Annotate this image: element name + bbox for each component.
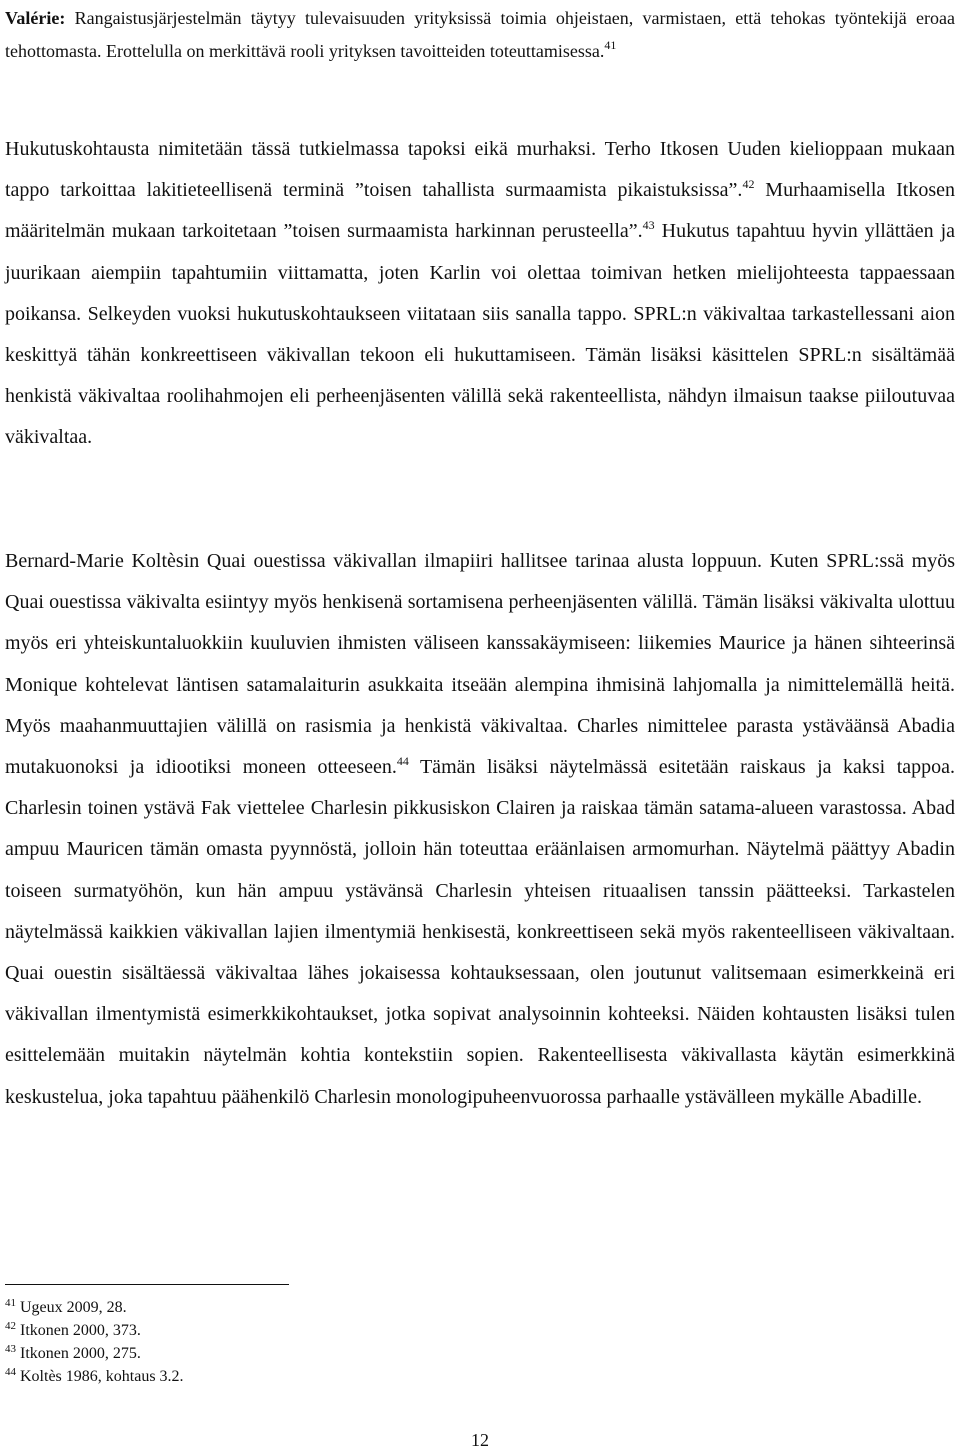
footnote (5, 1365, 605, 1388)
paragraph-text: Murhaamisella Itkosen määritelmän mukaan tarkoitetaan ”toisen surmaamista harkinnan perusteella”. (5, 179, 955, 243)
paragraph-text: Hukutus tapahtuu hyvin yllättäen ja juurikaan aiempiin tapahtumiin viittamatta, joten Karlin voi olettaa toimivan hetken mielijohteesta tappaessaan poikansa. Selkeyden vuoksi hukutuskohtaukseen viitataan siis sanalla tappo. SPRL:n väkivaltaa tarkastellessani aion keskittyä tähän konkreettiseen väkivallan tekoon eli hukuttamiseen. Tämän lisäksi käsittelen SPRL:n sisältämää henkistä väkivaltaa roolihahmojen eli perheenjäsenten välillä sekä rakenteellista, nähdyn ilmaisun taakse piiloutuvaa väkivaltaa. (5, 220, 956, 449)
footnote-number: 41 (5, 1297, 16, 1309)
footnote-ref: 44 (396, 754, 409, 769)
footnote-ref: 42 (742, 177, 755, 192)
quote-text: Rangaistusjärjestelmän täytyy tulevaisuuden yrityksissä toimia ohjeistaen, varmistaen, että tehokas työntekijä eroaa tehottomasta. Erottelulla on merkittävä rooli yrityksen tavoitteiden toteuttamisessa. (5, 8, 955, 61)
footnote-ref: 43 (642, 218, 655, 233)
page-number: 12 (471, 1430, 489, 1450)
body-paragraph (5, 541, 955, 1118)
footnote (5, 1296, 605, 1319)
paragraph-text: Bernard-Marie Koltèsin Quai ouestissa väkivallan ilmapiiri hallitsee tarinaa alusta loppuun. Kuten SPRL:ssä myös Quai ouestissa väkivalta esiintyy myös henkisenä sortamisena perheenjäsenten välillä. Tämän lisäksi väkivalta ulottuu myös eri yhteiskuntaluokkiin kuuluvien ihmisten väliseen kanssakäymiseen: liikemies Maurice ja hänen sihteerinsä Monique kohtelevat läntisen satamalaiturin asukkaita itseään alempina ihmisinä lahjomalla ja nimittelemällä heitä. Myös maahanmuuttajien välillä on rasismia ja henkistä väkivaltaa. Charles nimittelee parasta ystäväänsä Abadia mutakuonoksi ja idiootiksi moneen otteeseen. (5, 550, 955, 779)
footnote-text: Ugeux 2009, 28. (20, 1299, 127, 1316)
footnote-text: Itkonen 2000, 373. (20, 1322, 141, 1339)
paragraph-text: Hukutuskohtausta nimitetään tässä tutkielmassa tapoksi eikä murhaksi. Terho Itkosen Uuden kielioppaan mukaan tappo tarkoittaa lakitieteellisenä terminä ”toisen tahallista surmaamista pikaistuksissa”. (5, 138, 955, 202)
footnote-divider (5, 1284, 289, 1285)
footnote-text: Itkonen 2000, 275. (20, 1345, 141, 1362)
footnote-number: 42 (5, 1320, 16, 1332)
block-quote (5, 2, 955, 68)
footnote (5, 1342, 605, 1365)
body-paragraph (5, 129, 955, 459)
footnotes (5, 1296, 605, 1388)
footnote-text: Koltès 1986, kohtaus 3.2. (20, 1368, 184, 1385)
footnote-ref: 41 (604, 38, 617, 52)
quote-speaker: Valérie: (5, 8, 66, 28)
paragraph-text: Tämän lisäksi näytelmässä esitetään raiskaus ja kaksi tappoa. Charlesin toinen ystävä Fak viettelee Charlesin pikkusiskon Clairen ja raiskaa tämän satama-alueen varastossa. Abad ampuu Mauricen tämän omasta pyynnöstä, jolloin hän toteuttaa eräänlaisen armomurhan. Näytelmä päättyy Abadin toiseen surmatyöhön, kun hän ampuu ystävänsä Charlesin yhteisen rituaalisen tanssin päätteeksi. Tarkastelen näytelmässä kaikkien väkivallan lajien ilmentymiä henkisestä, konkreettiseen sekä myös rakenteelliseen väkivaltaan. Quai ouestin sisältäessä väkivaltaa lähes jokaisessa kohtauksessaan, olen joutunut valitsemaan esimerkkeinä eri väkivallan ilmentymistä esimerkkikohtaukset, jotka sopivat analysoinnin kohteeksi. Näiden kohtausten lisäksi tulen esittelemään muitakin näytelmän kohtia kontekstiin sopien. Rakenteellisesta väkivallasta käytän esimerkkinä keskustelua, joka tapahtuu päähenkilö Charlesin monologipuheenvuorossa parhaalle ystävälleen mykälle Abadille. (5, 756, 956, 1108)
footnote (5, 1319, 605, 1342)
footnote-number: 43 (5, 1343, 16, 1355)
footnote-number: 44 (5, 1366, 16, 1378)
